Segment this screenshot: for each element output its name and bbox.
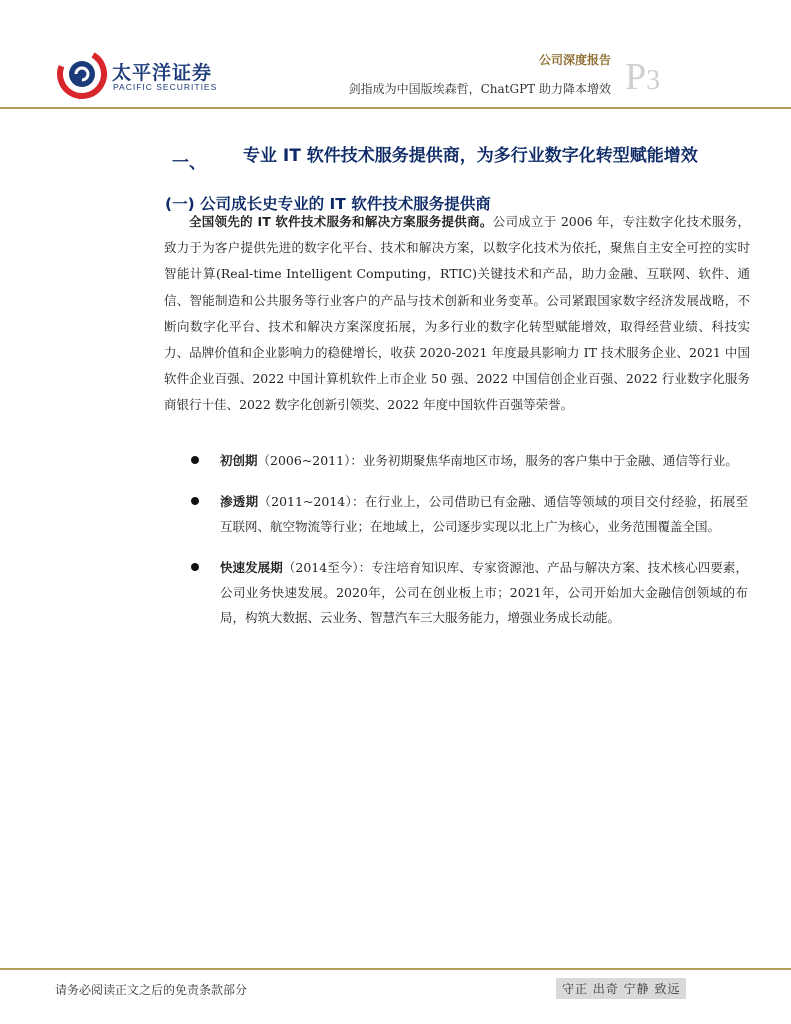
list-item xyxy=(188,555,748,630)
footer-motto: 守正 出奇 宁静 致远 xyxy=(556,978,686,999)
list-item xyxy=(188,489,748,539)
phase-label: 渗透期 xyxy=(220,494,259,509)
company-logo-icon xyxy=(52,44,112,104)
phase-label: 初创期 xyxy=(220,453,258,468)
intro-text: 公司成立于 2006 年，专注数字化技术服务，致力于为客户提供先进的数字化平台、技术和解决方案，以数字化技术为依托，聚焦自主安全可控的实时智能计算(Real-time Intelligent Computing，RTIC)关键技术和产品，助力金融、互联网、软件、通信、智能制造和公共服务等行业客户的产品与技术创新和业务变革。公司紧跟国家数字经济发展战略，不断向数字化平台、技术和解决方案深度拓展，为多行业的数字化转型赋能增效，取得经营业绩、科技实力、品牌价值和企业影响力的稳健增长，收获 2020-2021 年度最具影响力 IT 技术服务企业、2021 中国软件企业百强、2022 中国计算机软件上市企业 50 强、2022 中国信创企业百强、2022 行业数字化服务商银行十佳、2022 数字化创新引领奖、2022 年度中国软件百强等荣誉。 xyxy=(164,214,750,413)
report-type: 公司深度报告 xyxy=(538,53,611,67)
page-letter: P xyxy=(625,56,647,98)
bullet-icon xyxy=(191,456,199,464)
bullet-icon xyxy=(191,497,199,505)
subsection-title: (一) 公司成长史专业的 IT 软件技术服务提供商 xyxy=(165,195,491,213)
phase-text: （2011~2014）：在行业上，公司借助已有金融、通信等领域的项目交付经验，拓展至互联网、航空物流等行业；在地域上，公司逐步实现以北上广为核心，业务范围覆盖全国。 xyxy=(220,494,748,534)
header-divider xyxy=(0,107,791,109)
intro-lead: 全国领先的 IT 软件技术服务和解决方案服务提供商。 xyxy=(189,214,493,229)
phase-text: （2014至今）：专注培育知识库、专家资源池、产品与解决方案、技术核心四要素，公司业务快速发展。2020年，公司在创业板上市；2021年，公司开始加大金融信创领域的布局，构筑大数据、云业务、智慧汽车三大服务能力，增强业务成长动能。 xyxy=(220,560,748,625)
page-number xyxy=(625,58,660,96)
intro-paragraph xyxy=(164,209,750,419)
bullet-icon xyxy=(191,563,199,571)
page-digit: 3 xyxy=(646,65,661,96)
list-item xyxy=(188,448,748,473)
report-subtitle: 剑指成为中国版埃森哲，ChatGPT 助力降本增效 xyxy=(348,82,611,96)
section-number: 一、 xyxy=(172,153,206,173)
section-title: 专业 IT 软件技术服务提供商，为多行业数字化转型赋能增效 xyxy=(243,146,698,166)
logo-english-name: PACIFIC SECURITIES xyxy=(113,82,218,92)
phase-label: 快速发展期 xyxy=(220,560,283,575)
footer-divider xyxy=(0,968,791,970)
phase-text: （2006~2011）：业务初期聚焦华南地区市场，服务的客户集中于金融、通信等行业。 xyxy=(257,453,738,468)
logo-chinese-name: 太平洋证券 xyxy=(112,62,213,84)
phase-list xyxy=(188,448,748,646)
footer-disclaimer: 请务必阅读正文之后的免责条款部分 xyxy=(55,983,248,997)
